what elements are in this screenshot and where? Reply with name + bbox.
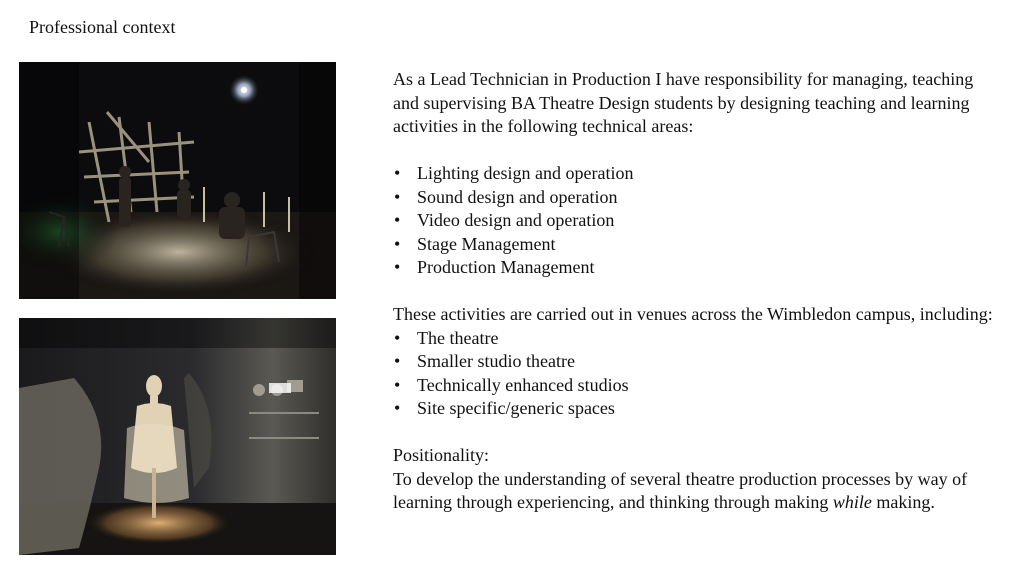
list-item: • Sound design and operation [394, 186, 618, 207]
list-item: • Smaller studio theatre [394, 351, 575, 371]
list-item: • The theatre [394, 327, 499, 348]
list-item: • Video design and operation [394, 210, 615, 230]
list-item: • Stage Management [394, 233, 556, 254]
positionality-paragraph: To develop the understanding of several theatre production processes by way of learning through experiencing, and thinking through making while making. [393, 468, 968, 512]
positionality-heading: Positionality: [393, 445, 490, 465]
studio-mannequin-photo [19, 318, 336, 555]
positionality-emphasis: while [832, 492, 872, 512]
list-item: • Lighting design and operation [394, 163, 634, 183]
list-item: • Production Management [394, 257, 595, 277]
intro-paragraph: As a Lead Technician in Production I have responsibility for managing, teaching and supervising BA Theatre Design students by designing teaching and learning activities in the following technical areas: [393, 69, 974, 136]
content-text [393, 68, 1003, 515]
venues-list [393, 327, 1003, 421]
stage-set-photo [19, 62, 336, 299]
venues-intro-paragraph: These activities are carried out in venues across the Wimbledon campus, including: [393, 304, 993, 324]
list-item: • Site specific/generic spaces [394, 398, 615, 418]
technical-areas-list [393, 162, 1003, 280]
page-title: Professional context [29, 17, 176, 37]
list-item: • Technically enhanced studios [394, 374, 629, 395]
